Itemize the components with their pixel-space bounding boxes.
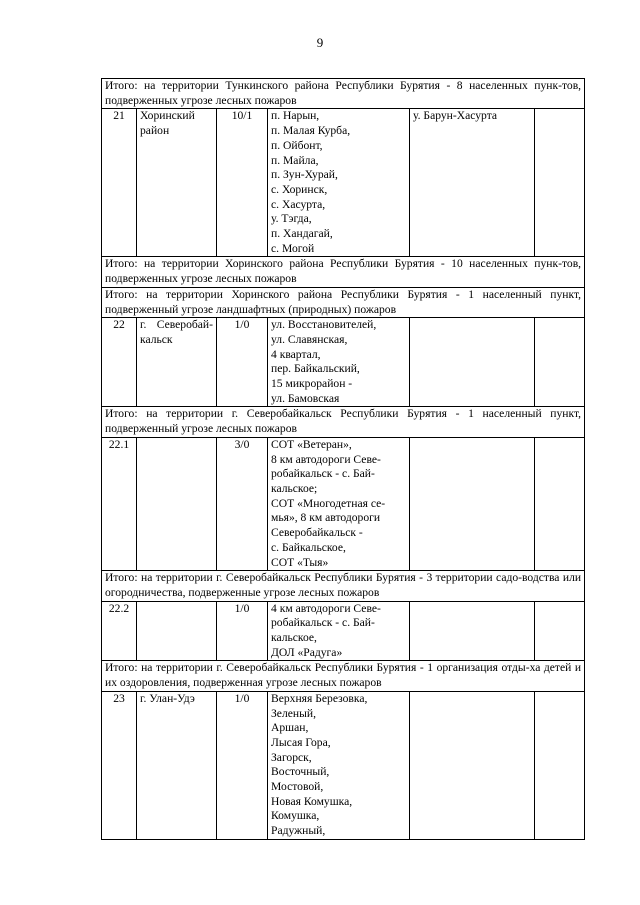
row-number: 22.1 [102,437,137,570]
settlement-list [268,437,410,570]
table-row [102,109,585,257]
adjacent-settlement: у. Барун-Хасурта [410,109,535,257]
district-name [137,437,217,570]
empty-cell [535,437,585,570]
row-number: 21 [102,109,137,257]
settlement-item: Зеленый, [271,706,316,720]
settlement-item: Лысая Гора, [271,735,331,749]
summary-text: Итого: на территории Тункинского района Республики Бурятия - 8 населенных пунк-тов, подверженных угрозе лесных пожаров [102,79,585,109]
settlements-table [101,78,585,840]
summary-row [102,661,585,691]
settlement-count: 1/0 [217,601,268,661]
summary-row [102,257,585,287]
summary-text: Итого: на территории Хоринского района Республики Бурятия - 1 населенный пункт, подверженный угрозе ландшафтных (природных) пожаров [102,287,585,317]
adjacent-settlement [410,318,535,407]
adjacent-settlement [410,601,535,661]
district-name: Хоринский район [137,109,217,257]
settlement-item: кальское; [271,481,318,495]
settlement-item: п. Хандагай, [271,227,333,241]
settlement-count: 10/1 [217,109,268,257]
settlement-item: Верхняя Березовка, [271,691,368,705]
settlement-item: ул. Славянская, [271,332,348,346]
district-name: г. Улан-Удэ [137,691,217,839]
summary-row [102,571,585,601]
row-number: 22.2 [102,601,137,661]
settlement-item: кальское, [271,631,317,645]
settlement-item: с. Хасурта, [271,197,326,211]
settlement-item: Восточный, [271,765,330,779]
settlement-item: Аршан, [271,721,309,735]
settlement-list [268,691,410,839]
settlement-item: Загорск, [271,750,312,764]
settlement-item: с. Хоринск, [271,182,328,196]
table-row [102,601,585,661]
row-number: 23 [102,691,137,839]
settlement-list [268,318,410,407]
settlement-item: с. Байкальское, [271,540,346,554]
table-row [102,437,585,570]
empty-cell [535,691,585,839]
settlement-count: 1/0 [217,318,268,407]
adjacent-settlement [410,691,535,839]
empty-cell [535,601,585,661]
settlement-item: 15 микрорайон - [271,377,353,391]
settlement-item: 4 км автодороги Севе- [271,601,381,615]
settlement-item: СОТ «Тыя» [271,555,329,569]
empty-cell [535,318,585,407]
district-name [137,601,217,661]
summary-row [102,79,585,109]
table-row [102,691,585,839]
settlement-item: Новая Комушка, [271,794,353,808]
settlement-item: пер. Байкальский, [271,362,360,376]
settlement-item: п. Майла, [271,153,319,167]
row-number: 22 [102,318,137,407]
settlement-count: 3/0 [217,437,268,570]
settlement-item: робайкальск - с. Бай- [271,467,375,481]
settlement-list [268,601,410,661]
settlement-item: Мостовой, [271,780,324,794]
settlement-item: 8 км автодороги Севе- [271,452,381,466]
summary-row [102,287,585,317]
settlement-item: 4 квартал, [271,347,321,361]
settlement-item: ул. Восстановителей, [271,318,377,332]
settlement-item: п. Нарын, [271,109,320,123]
settlement-item: ДОЛ «Радуга» [271,645,343,659]
summary-row [102,407,585,437]
settlement-item: Радужный, [271,824,326,838]
table-row [102,318,585,407]
settlement-item: п. Ойбонт, [271,138,323,152]
page-number: 9 [316,35,324,50]
settlement-item: СОТ «Ветеран», [271,437,352,451]
summary-text: Итого: на территории г. Северобайкальск Республики Бурятия - 1 населенный пункт, подверженный угрозе лесных пожаров [102,407,585,437]
empty-cell [535,109,585,257]
settlement-item: ул. Бамовская [271,391,340,405]
settlement-item: СОТ «Многодетная се- [271,496,386,510]
settlement-count: 1/0 [217,691,268,839]
settlement-item: Северобайкальск - [271,526,363,540]
settlement-list [268,109,410,257]
district-name: г. Северобай-кальск [137,318,217,407]
settlement-item: мья», 8 км автодороги [271,511,381,525]
settlement-item: п. Малая Курба, [271,124,351,138]
adjacent-settlement [410,437,535,570]
settlement-item: робайкальск - с. Бай- [271,616,375,630]
summary-text: Итого: на территории г. Северобайкальск Республики Бурятия - 1 организация отды-ха детей и их оздоровления, подверженная угрозе лесных пожаров [102,661,585,691]
settlement-item: Комушка, [271,809,320,823]
settlement-item: п. Зун-Хурай, [271,168,338,182]
settlement-item: с. Могой [271,241,315,255]
summary-text: Итого: на территории Хоринского района Республики Бурятия - 10 населенных пунк-тов, подверженных угрозе лесных пожаров [102,257,585,287]
summary-text: Итого: на территории г. Северобайкальск Республики Бурятия - 3 территории садо-водства или огородничества, подверженные угрозе лесных пожаров [102,571,585,601]
settlement-item: у. Тэгда, [271,212,312,226]
